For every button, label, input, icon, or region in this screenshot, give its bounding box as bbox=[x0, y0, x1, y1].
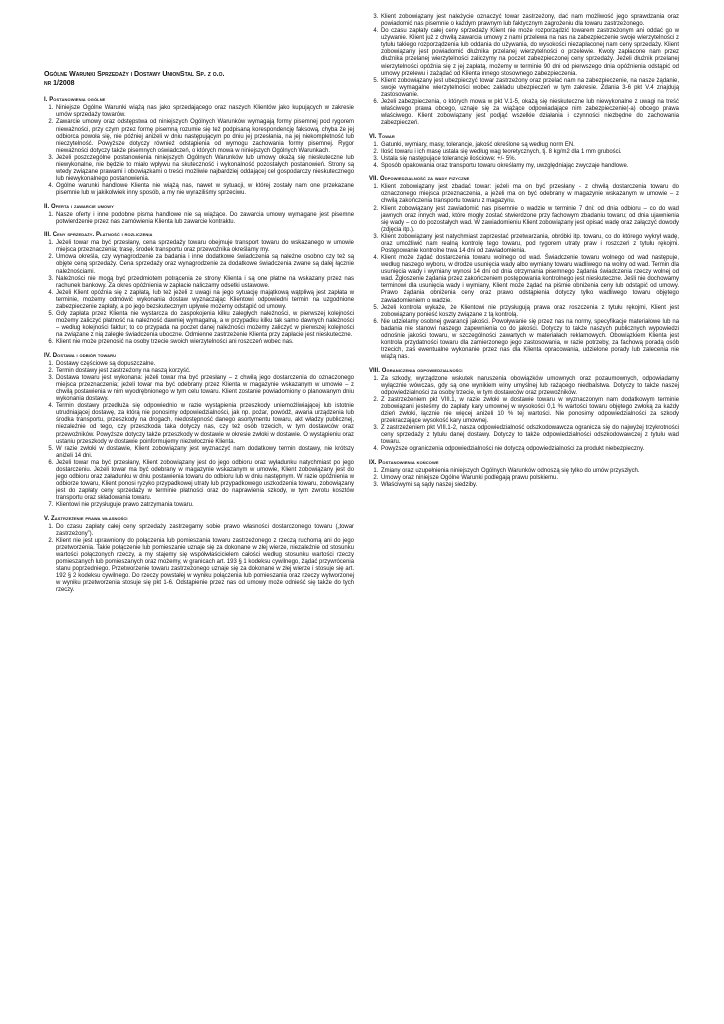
clause: 1. Nasze oferty i inne podobne pisma handlowe nie są wiążące. Do zawarcia umowy wymagane jest pisemne potwierdzenie przez nas zamówienia Klienta lub zawarcie kontraktu. bbox=[55, 212, 354, 226]
clause: 6. Jeżeli zabezpieczenia, o których mowa w pkt V.1-5, okażą się nieskuteczne lub niewykonalne z uwagi na treść właściwego prawa obcego, uznaje się za wiążące odpowiadające nim zabezpieczenie(-a) obcego prawa właściwego. Klient zobowiązany jest podjąć wszelkie działania i czynności niezbędne do zachowania zabezpieczeń. bbox=[380, 99, 679, 127]
section-heading: III. Ceny sprzedaży. Płatność i rozliczenia bbox=[44, 232, 153, 239]
clause: 4. Do czasu zapłaty całej ceny sprzedaży Klient nie może rozporządzić towarem zastrzeżonym ani oddać go w używanie. Klient już z chwilą zawarcia umowy z nami przelewa na nas na zabezpieczenie swoje wierzytelności z tytułu takiego rozporządzenia lub oddania do używania, do wysokości niezapłaconej nam ceny sprzedaży. Klient zobowiązany jest powiadomić dłużnika przelanej wierzytelności o przelewie. Kwoty zapłacone nam przez dłużnika przelanej wierzytelności zaliczymy na poczet zabezpieczonej ceny sprzedaży. Jeżeli dłużnik przelanej wierzytelności opóźnia się z jej zapłatą, możemy w terminie 90 dni od pierwszego dnia opóźnienia odstąpić od umowy przelewu i zażądać od Klienta innego stosownego zabezpieczenia. bbox=[380, 28, 679, 78]
clause: 4. Powyższe ograniczenia odpowiedzialności nie dotyczą odpowiedzialności za produkt niebezpieczny. bbox=[380, 446, 679, 453]
clause: 2. Klient zobowiązany jest zawiadomić nas pisemnie o wadzie w terminie 7 dni: od dnia odbioru – co do wad jawnych oraz innych wad, które mogły zostać stwierdzone przy fachowym zbadaniu towaru; od dnia ujawnienia się wady – co do pozostałych wad. W zawiadomieniu Klient zobowiązany jest opisać wadę oraz załączyć dowody (zdjęcia itp.). bbox=[380, 206, 679, 234]
document-title bbox=[44, 70, 354, 88]
clause: 2. Z zastrzeżeniem pkt VIII.1, w razie zwłoki w dostawie towaru w wyznaczonym nam dodatkowym terminie zobowiązani jesteśmy do zapłaty kary umownej w wysokości 0,1 % wartości towaru objętego zwłoką za każdy dzień zwłoki, łącznie nie więcej aniżeli 10 % tej wartości. Nie ponosimy odpowiedzialności za szkody przekraczające wysokość kary umownej. bbox=[380, 397, 679, 425]
clause: 2. Umowa określa, czy wynagrodzenie za badania i inne dodatkowe świadczenia są należne osobno czy też są objęte ceną sprzedaży. Cena sprzedaży oraz wynagrodzenie za dodatkowe świadczenia zwane są dalej łącznie należnościami. bbox=[55, 254, 354, 275]
clause: 3. Klient zobowiązany jest natychmiast zaprzestać przetwarzania, obróbki itp. towaru, co do którego wykrył wadę, oraz umożliwić nam realną kontrolę tego towaru, pod rygorem utraty praw i roszczeń z tytułu rękojmi. Postępowanie kontrolne trwa 14 dni od zawiadomienia. bbox=[380, 234, 679, 255]
clause: 1. Jeżeli towar ma być przesłany, cena sprzedaży towaru obejmuje transport towaru do wskazanego w umowie miejsca przeznaczenia; trasę, środek transportu oraz przewoźnika określamy my. bbox=[55, 240, 354, 254]
clause: 4. Sposób opakowania oraz transportu towaru określamy my, uwzględniając zwyczaje handlowe. bbox=[380, 163, 679, 170]
clause: 4. Termin dostawy przedłuża się odpowiednio w razie wystąpienia przeszkody uniemożliwiającej lub istotnie utrudniającej dostawę, za którą nie ponosimy odpowiedzialności, jak np. pożar, powódź, awaria urządzenia lub środka transportu, przeszkody na drogach, niedostępność danego asortymentu towaru, akt władzy publicznej, niezależnie od tego, czy przeszkoda taka dotyczy nas, czy też osób trzecich, w tym dostawców oraz przewoźników. Powyższe dotyczy także przeszkody w dostawie w okresie zwłoki w dostawie. O wystąpieniu oraz ustaniu przeszkody w dostawie poinformujemy niezwłocznie Klienta. bbox=[55, 403, 354, 445]
clause: 5. W razie zwłoki w dostawie, Klient zobowiązany jest wyznaczyć nam dodatkowy termin dostawy, nie krótszy aniżeli 14 dni. bbox=[55, 446, 354, 460]
clause: 3. Z zastrzeżeniem pkt VIII.1-2, nasza odpowiedzialność odszkodowawcza ogranicza się do najwyżej trzykrotności ceny sprzedaży z tytułu danej dostawy. Dotyczy to także odpowiedzialności odszkodowawczej z tytułu wad towaru. bbox=[380, 425, 679, 446]
section-heading: V. Zastrzeżenie prawa własności bbox=[44, 515, 128, 522]
section-heading: IX. Postanowienia końcowe bbox=[369, 459, 439, 466]
section-general-provisions bbox=[44, 97, 354, 197]
section-goods bbox=[369, 134, 679, 170]
clause: 5. Jeżeli kontrola wykaże, że Klientowi nie przysługują prawa oraz roszczenia z tytułu rękojmi, Klient jest zobowiązany ponieść koszty związane z tą kontrolą. bbox=[380, 305, 679, 319]
clause: 5. Gdy zapłata przez Klienta nie wystarcza do zaspokojenia kilku zaległych należności, w pierwszej kolejności możemy zaliczyć płatność na należność dawniej wymagalną, a w przypadku kilku tak samo dawnych należności – według kolejności faktur; to co przypada na poczet danej należności możemy zaliczyć w pierwszej kolejności na związane z nią zaległe świadczenia uboczne. Odmienne zastrzeżenie Klienta przy zapłacie jest nieskuteczne. bbox=[55, 311, 354, 339]
clause: 5. Klient zobowiązany jest ubezpieczyć towar zastrzeżony oraz przelać nam na zabezpieczenie, na nasze żądanie, swoje wymagalne wierzytelności wobec zakładu ubezpieczeń w tym zakresie. Zdania 3-6 pkt V.4 znajdują zastosowanie. bbox=[380, 78, 679, 99]
section-prices-payment bbox=[44, 232, 354, 346]
clause: 2. Termin dostawy jest zastrzeżony na naszą korzyść. bbox=[55, 368, 354, 375]
clause: 4. Ogólne warunki handlowe Klienta nie wiążą nas, nawet w sytuacji, w której zostały nam one przekazane pisemnie lub w jakikolwiek inny sposób, a my nie wyraziliśmy sprzeciwu. bbox=[55, 183, 354, 197]
section-heading: II. Oferta i zawarcie umowy bbox=[44, 203, 114, 210]
clause: 4. Klient może żądać dostarczenia towaru wolnego od wad. Świadczenie towaru wolnego od wad następuje, według naszego wyboru, w drodze usunięcia wady albo wymiany towaru wadliwego na wolny od wad. Termin dla usunięcia wady i wymiany wynosi 14 dni od dnia otrzymania pisemnego żądania świadczenia rzeczy wolnej od wad. Zgłoszenie żądania przez zakończeniem postępowania kontrolnego jest nieskuteczne. Jeśli nie dochowamy terminowi dla usunięcia wady i wymiany, Klient może żądać na piśmie obniżenia ceny lub odstąpić od umowy. Prawo żądania obniżenia ceny oraz prawo odstąpienia dotyczy tylko wadliwego towaru objętego zawiadomieniem o wadzie. bbox=[380, 255, 679, 305]
clause: 1. Za szkody, wyrządzone wskutek naruszenia obowiązków umownych oraz pozaumownych, odpowiadamy wyłącznie wówczas, gdy są one wynikiem winy umyślnej lub rażącego niedbalstwa. Dotyczy to także naszej odpowiedzialności za osoby trzecie, w tym dostawców oraz przewoźników. bbox=[380, 376, 679, 397]
clause: 3. Ustala się następujące tolerancje ilościowe: +/- 5%. bbox=[380, 156, 679, 163]
two-column-layout bbox=[44, 14, 684, 601]
clause: 1. Do czasu zapłaty całej ceny sprzedaży zastrzegamy sobie prawo własności dostarczonego towaru („towar zastrzeżony”). bbox=[55, 524, 354, 538]
section-delivery bbox=[44, 353, 354, 510]
clause: 6. Jeżeli towar ma być przesłany, Klient zobowiązany jest do jego odbioru oraz wyładunku natychmiast po jego dostarczeniu. Jeżeli towar ma być odebrany w magazynie wskazanym w umowie, Klient zobowiązany jest do jego odbioru oraz załadunku w dniu postawienia towaru do odbioru lub w dniu następnym. W razie opóźnienia w odbiorze towaru, Klient ponosi ryzyko przypadkowej utraty lub przypadkowego uszkodzenia towaru, zobowiązany jest do zapłaty ceny sprzedaży w terminie płatności oraz do naprawienia szkody, w tym zwrotu kosztów transportu oraz składowania towaru. bbox=[55, 460, 354, 502]
left-column bbox=[44, 70, 354, 601]
clause: 2. Ilość towaru i ich masę ustala się według wag teoretycznych, tj. 8 kg/m2 dla 1 mm grubości. bbox=[380, 149, 679, 156]
clause: 1. Zmiany oraz uzupełnienia niniejszych Ogólnych Warunków odnoszą się tylko do umów przyszłych. bbox=[380, 468, 679, 475]
section-offer bbox=[44, 204, 354, 226]
clause: 1. Klient zobowiązany jest zbadać towar: jeżeli ma on być przesłany - z chwilą dostarczenia towaru do oznaczonego miejsca przeznaczenia, a jeżeli ma on być odebrany w magazynie wskazanym w umowie – z chwilą zakończenia transportu towaru z magazynu. bbox=[380, 184, 679, 205]
section-heading: VI. Towar bbox=[369, 133, 395, 140]
clause: 3. Jeżeli poszczególne postanowienia niniejszych Ogólnych Warunków lub umowy okażą się nieskuteczne lub niewykonalne, nie będzie to miało wpływu na skuteczność i wykonalność pozostałych postanowień. Strony są wtedy związane prawami i obowiązkami o treści możliwie najbardziej oddającej cel gospodarczy nieskutecznego lub niewykonalnego postanowienia. bbox=[55, 155, 354, 183]
clause: 3. Właściwymi są sądy naszej siedziby. bbox=[380, 482, 679, 489]
section-heading: IV. Dostawa i odbiór towaru bbox=[44, 352, 117, 359]
clause: 3. Dostawa towaru jest wykonana: jeżeli towar ma być przesłany – z chwilą jego dostarczenia do oznaczonego miejsca przeznaczenia; jeżeli towar ma być odebrany przez Klienta w magazynie wskazanym w umowie – z chwilą postawienia w nim wyodrębnionego w tym celu towaru. Klient zostanie powiadomiony o planowanym dniu wykonania dostawy. bbox=[55, 375, 354, 403]
clause: 2. Umowy oraz niniejsze Ogólne Warunki podlegają prawu polskiemu. bbox=[380, 475, 679, 482]
section-retention-of-title bbox=[44, 516, 354, 595]
section-heading: VII. Odpowiedzialność za wady fizyczne bbox=[369, 176, 470, 183]
right-column bbox=[369, 14, 679, 601]
section-heading: VIII. Ograniczenia odpowiedzialności bbox=[369, 367, 463, 374]
section-heading: I. Postanowienia ogólne bbox=[44, 97, 106, 104]
clause: 6. Klient nie może przenosić na osoby trzecie swoich wierzytelności ani roszczeń wobec nas. bbox=[55, 339, 354, 346]
clause: 1. Gatunki, wymiary, masy, tolerancje, jakość określone są według norm EN. bbox=[380, 142, 679, 149]
clause: 1. Niniejsze Ogólne Warunki wiążą nas jako sprzedającego oraz naszych Klientów jako kupujących w zakresie umów sprzedaży towarów. bbox=[55, 105, 354, 119]
section-retention-of-title-cont bbox=[369, 14, 679, 127]
clause: 1. Dostawy częściowe są dopuszczalne. bbox=[55, 361, 354, 368]
clause: 3. Należności nie mogą być przedmiotem potrącenia ze strony Klienta i są one płatne na wskazany przez nas rachunek bankowy. Za okres opóźnienia w zapłacie naliczamy odsetki ustawowe. bbox=[55, 276, 354, 290]
clause: 4. Jeżeli Klient opóźnia się z zapłatą, lub też jeżeli z uwagi na jego sytuację majątkową wątpliwą jest zapłata w terminie, możemy odmówić wykonania dostaw wyznaczając Klientowi odpowiedni termin na uzgodnione zabezpieczenie zapłaty, a po jego bezskutecznym upływie możemy odstąpić od umowy. bbox=[55, 290, 354, 311]
section-final-provisions bbox=[369, 460, 679, 489]
clause: 7. Klientowi nie przysługuje prawo zatrzymania towaru. bbox=[55, 502, 354, 509]
clause: 2. Klient nie jest uprawniony do połączenia lub pomieszania towaru zastrzeżonego z rzeczą ruchomą ani do jego przetworzenia. Takie połączenie lub pomieszanie uznaje się za dokonane w złej wierze, niezależnie od stosunku wartości połączonych rzeczy, a my stajemy się współwłaścicielem całości według stosunku wartości rzeczy pomieszanych lub pomieszanych oraz możemy, w granicach art. 193 § 1 kodeksu cywilnego, żądać przywrócenia stanu poprzedniego. Przetworzenie towaru zastrzeżonego uznaje się za dokonane w złej wierze i stosuje się art. 192 § 2 kodeksu cywilnego. Do rzeczy powstałej w wyniku połączenia lub pomieszania oraz rzeczy wytworzonej w wyniku przetworzenia stosuje się pkt 1-6. Odstąpienie przez nas od umowy może odnieść się także do tych rzeczy. bbox=[55, 538, 354, 595]
clause: 2. Zawarcie umowy oraz odstępstwa od niniejszych Ogólnych Warunków wymagają formy pisemnej pod rygorem nieważności, przy czym przez formę pisemną rozumie się też podpisaną korespondencję faksową, chyba że jej odbiorca powoła się, nie później aniżeli w dniu następującym po dniu jej przesłania, na jej niekompletność lub nieczytelność. Powyższe dotyczy również odstąpienia od wymogu zachowania formy pisemnej. Rygor nieważności dotyczy także pisemnych oświadczeń, o których mowa w niniejszych Ogólnych Warunkach. bbox=[55, 119, 354, 154]
document-title-line2: nr 1/2008 bbox=[44, 80, 75, 88]
clause: 6. Nie udzielamy osobnej gwarancji jakości. Powoływanie się przez nas na normy, specyfikacje materiałowe lub na badania nie stanowi naszego zapewnienia co do jakości. Dotyczy to także naszych publicznych wypowiedzi odnośnie jakości towaru, w szczególności zawartych w materiałach reklamowych. Obowiązkiem Klienta jest kontrola przydatności towaru dla zamierzonego jego zastosowania, w razie potrzeby, za fachową poradą osób trzecich, zaś ewentualne wykonanie przez nas dla Klienta opracowania, udzielone porady lub zalecenia nie wiążą nas. bbox=[380, 319, 679, 361]
document-title-line1: Ogólne Warunki Sprzedaży i Dostawy UnionStal Sp. z o.o. bbox=[44, 71, 225, 78]
section-liability-limits bbox=[369, 368, 679, 454]
section-defect-liability bbox=[369, 176, 679, 361]
clause: 3. Klient zobowiązany jest należycie oznaczyć towar zastrzeżony, dać nam możliwość jego sprawdzania oraz powiadomić nas pisemnie o każdym prawnym lub faktycznym zagrożeniu dla towaru zastrzeżonego. bbox=[380, 14, 679, 28]
